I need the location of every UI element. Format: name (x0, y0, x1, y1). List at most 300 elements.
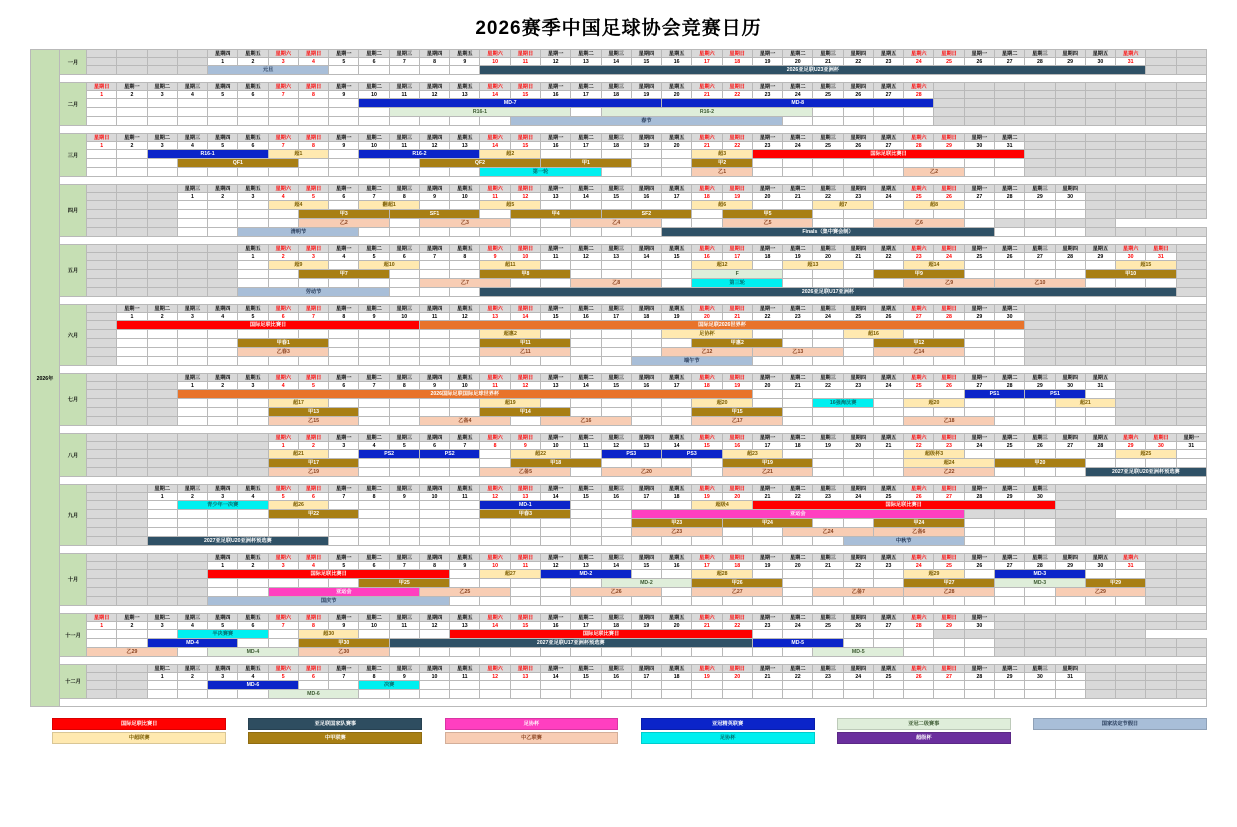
day-cell[interactable]: 12 (419, 91, 449, 99)
event-band[interactable]: 超1 (268, 150, 329, 159)
day-cell[interactable] (117, 493, 147, 501)
day-cell[interactable]: 17 (571, 91, 601, 99)
day-cell[interactable] (147, 253, 177, 261)
day-cell[interactable]: 16 (571, 313, 601, 321)
day-cell[interactable]: 10 (419, 673, 449, 681)
day-cell[interactable]: 21 (722, 313, 752, 321)
day-cell[interactable]: 11 (419, 313, 449, 321)
day-cell[interactable]: 19 (752, 562, 782, 570)
day-cell[interactable]: 18 (601, 622, 631, 630)
day-cell[interactable]: 23 (752, 622, 782, 630)
event-band[interactable]: 甲23 (631, 519, 722, 528)
event-band[interactable]: 超级杯3 (904, 450, 965, 459)
day-cell[interactable]: 3 (208, 673, 238, 681)
day-cell[interactable] (1146, 622, 1176, 630)
event-band[interactable]: MD-4 (147, 639, 238, 648)
day-cell[interactable]: 3 (147, 622, 177, 630)
day-cell[interactable]: 1 (177, 193, 207, 201)
day-cell[interactable]: 8 (419, 58, 449, 66)
day-cell[interactable]: 30 (1055, 382, 1085, 390)
day-cell[interactable]: 15 (631, 58, 661, 66)
day-cell[interactable]: 7 (268, 91, 298, 99)
legend-item[interactable] (445, 731, 619, 745)
day-cell[interactable]: 4 (208, 313, 238, 321)
day-cell[interactable]: 12 (540, 562, 570, 570)
day-cell[interactable] (147, 193, 177, 201)
day-cell[interactable] (117, 442, 147, 450)
legend-item[interactable] (52, 731, 226, 745)
day-cell[interactable]: 25 (873, 493, 903, 501)
event-band[interactable]: R16-1 (389, 108, 571, 117)
day-cell[interactable]: 22 (783, 493, 813, 501)
event-band[interactable]: 甲19 (722, 459, 813, 468)
day-cell[interactable]: 10 (510, 253, 540, 261)
day-cell[interactable]: 3 (268, 58, 298, 66)
day-cell[interactable] (1176, 673, 1206, 681)
day-cell[interactable]: 5 (298, 382, 328, 390)
event-band[interactable]: 国际足联比赛日 (752, 501, 1055, 510)
day-cell[interactable]: 4 (329, 253, 359, 261)
day-cell[interactable]: 8 (419, 562, 449, 570)
day-cell[interactable]: 19 (631, 91, 661, 99)
day-cell[interactable]: 20 (752, 382, 782, 390)
event-band[interactable]: 乙2 (904, 168, 965, 177)
day-cell[interactable]: 21 (813, 58, 843, 66)
day-cell[interactable]: 3 (268, 562, 298, 570)
day-cell[interactable] (1146, 493, 1176, 501)
day-cell[interactable]: 24 (934, 253, 964, 261)
day-cell[interactable]: 11 (480, 193, 510, 201)
event-band[interactable]: 甲春3 (480, 510, 571, 519)
day-cell[interactable]: 4 (177, 622, 207, 630)
day-cell[interactable] (87, 673, 117, 681)
day-cell[interactable]: 14 (540, 493, 570, 501)
day-cell[interactable]: 19 (752, 58, 782, 66)
day-cell[interactable] (117, 193, 147, 201)
event-band[interactable]: 乙5 (722, 219, 813, 228)
day-cell[interactable]: 31 (1085, 382, 1115, 390)
day-cell[interactable]: 16 (601, 493, 631, 501)
day-cell[interactable] (1146, 313, 1176, 321)
event-band[interactable]: 乙9 (904, 279, 995, 288)
day-cell[interactable]: 9 (450, 562, 480, 570)
day-cell[interactable] (117, 58, 147, 66)
event-band[interactable]: 超10 (359, 261, 420, 270)
day-cell[interactable]: 9 (329, 622, 359, 630)
day-cell[interactable] (147, 442, 177, 450)
day-cell[interactable]: 21 (692, 622, 722, 630)
day-cell[interactable]: 28 (1025, 58, 1055, 66)
day-cell[interactable]: 15 (662, 253, 692, 261)
event-band[interactable]: PS3 (601, 450, 662, 459)
day-cell[interactable]: 17 (692, 58, 722, 66)
day-cell[interactable] (1116, 91, 1146, 99)
day-cell[interactable]: 4 (268, 193, 298, 201)
event-band[interactable]: 乙25 (419, 588, 510, 597)
day-cell[interactable]: 30 (964, 622, 994, 630)
day-cell[interactable]: 28 (994, 382, 1024, 390)
day-cell[interactable]: 28 (904, 91, 934, 99)
day-cell[interactable]: 12 (510, 193, 540, 201)
day-cell[interactable]: 14 (540, 673, 570, 681)
day-cell[interactable]: 20 (662, 142, 692, 150)
event-band[interactable]: PS3 (662, 450, 723, 459)
day-cell[interactable]: 21 (752, 673, 782, 681)
event-band[interactable]: 甲24 (873, 519, 964, 528)
day-cell[interactable]: 15 (510, 91, 540, 99)
day-cell[interactable]: 31 (1146, 253, 1176, 261)
day-cell[interactable]: 12 (419, 622, 449, 630)
day-cell[interactable]: 11 (571, 442, 601, 450)
day-cell[interactable]: 17 (662, 193, 692, 201)
day-cell[interactable]: 22 (873, 253, 903, 261)
day-cell[interactable]: 29 (1025, 193, 1055, 201)
day-cell[interactable]: 11 (389, 142, 419, 150)
day-cell[interactable] (1116, 313, 1146, 321)
day-cell[interactable]: 25 (843, 313, 873, 321)
day-cell[interactable]: 1 (87, 622, 117, 630)
day-cell[interactable]: 15 (510, 622, 540, 630)
day-cell[interactable]: 6 (238, 91, 268, 99)
day-cell[interactable]: 1 (147, 493, 177, 501)
event-band[interactable]: 超28 (692, 570, 753, 579)
event-band[interactable]: 超2 (480, 150, 541, 159)
event-band[interactable]: 2026亚足联U23亚洲杯 (480, 66, 1146, 75)
event-band[interactable]: 超20 (692, 399, 753, 408)
day-cell[interactable] (1176, 58, 1206, 66)
event-band[interactable]: 超级4 (692, 501, 753, 510)
event-band[interactable]: 甲13 (268, 408, 359, 417)
legend-item[interactable] (837, 717, 1011, 731)
event-band[interactable]: MD-5 (813, 648, 904, 657)
event-band[interactable]: 乙8 (571, 279, 662, 288)
event-band[interactable]: 甲25 (359, 579, 450, 588)
day-cell[interactable]: 24 (904, 562, 934, 570)
event-band[interactable]: MD-1 (480, 501, 571, 510)
day-cell[interactable] (1176, 142, 1206, 150)
day-cell[interactable]: 30 (994, 313, 1024, 321)
day-cell[interactable]: 13 (510, 493, 540, 501)
day-cell[interactable]: 20 (843, 442, 873, 450)
day-cell[interactable]: 25 (813, 622, 843, 630)
day-cell[interactable]: 7 (389, 562, 419, 570)
day-cell[interactable]: 26 (994, 253, 1024, 261)
day-cell[interactable] (1176, 253, 1206, 261)
day-cell[interactable]: 20 (783, 58, 813, 66)
day-cell[interactable]: 8 (298, 622, 328, 630)
day-cell[interactable]: 21 (752, 493, 782, 501)
day-cell[interactable] (1176, 382, 1206, 390)
day-cell[interactable] (1055, 622, 1085, 630)
day-cell[interactable]: 9 (389, 493, 419, 501)
event-band[interactable]: QF1 (177, 159, 298, 168)
day-cell[interactable]: 18 (783, 442, 813, 450)
day-cell[interactable]: 15 (601, 193, 631, 201)
day-cell[interactable]: 10 (480, 562, 510, 570)
day-cell[interactable]: 6 (359, 58, 389, 66)
day-cell[interactable]: 1 (238, 253, 268, 261)
day-cell[interactable]: 18 (601, 142, 631, 150)
event-band[interactable]: 2026亚足联U17亚洲杯 (480, 288, 1176, 297)
day-cell[interactable]: 26 (843, 91, 873, 99)
day-cell[interactable]: 26 (904, 673, 934, 681)
day-cell[interactable]: 9 (329, 91, 359, 99)
day-cell[interactable]: 26 (964, 58, 994, 66)
day-cell[interactable]: 18 (662, 673, 692, 681)
event-band[interactable]: 国际足联比赛日 (752, 150, 1024, 159)
event-band[interactable]: F (692, 270, 783, 279)
event-band[interactable]: 乙备4 (419, 417, 510, 426)
event-band[interactable]: PS1 (1025, 390, 1086, 399)
event-band[interactable]: 乙15 (268, 417, 359, 426)
day-cell[interactable]: 11 (480, 382, 510, 390)
day-cell[interactable] (87, 562, 117, 570)
day-cell[interactable]: 5 (329, 58, 359, 66)
day-cell[interactable]: 8 (298, 91, 328, 99)
day-cell[interactable]: 15 (631, 562, 661, 570)
day-cell[interactable] (994, 622, 1024, 630)
day-cell[interactable]: 7 (359, 193, 389, 201)
day-cell[interactable]: 9 (419, 193, 449, 201)
day-cell[interactable]: 12 (480, 673, 510, 681)
day-cell[interactable] (1025, 313, 1055, 321)
day-cell[interactable]: 23 (813, 673, 843, 681)
event-band[interactable]: 乙备7 (813, 588, 904, 597)
event-band[interactable]: 乙7 (419, 279, 510, 288)
day-cell[interactable]: 8 (480, 442, 510, 450)
day-cell[interactable]: 1 (87, 142, 117, 150)
day-cell[interactable]: 3 (177, 313, 207, 321)
event-band[interactable]: 2027亚足联U20亚洲杯预选赛 (1085, 468, 1206, 477)
event-band[interactable]: 乙29 (1055, 588, 1146, 597)
day-cell[interactable] (117, 253, 147, 261)
day-cell[interactable]: 5 (208, 142, 238, 150)
day-cell[interactable]: 20 (783, 562, 813, 570)
event-band[interactable]: 决赛 (359, 681, 420, 690)
day-cell[interactable]: 29 (994, 673, 1024, 681)
day-cell[interactable]: 8 (329, 313, 359, 321)
day-cell[interactable]: 8 (298, 142, 328, 150)
event-band[interactable]: MD-2 (601, 579, 692, 588)
day-cell[interactable] (117, 673, 147, 681)
day-cell[interactable]: 25 (873, 673, 903, 681)
day-cell[interactable]: 10 (359, 142, 389, 150)
event-band[interactable]: MD-3 (994, 579, 1085, 588)
day-cell[interactable]: 30 (1146, 442, 1176, 450)
event-band[interactable]: 劳动节 (238, 288, 389, 297)
event-band[interactable]: 翻超1 (359, 201, 420, 210)
day-cell[interactable]: 28 (1025, 562, 1055, 570)
event-band[interactable]: PS2 (359, 450, 420, 459)
day-cell[interactable]: 28 (904, 142, 934, 150)
day-cell[interactable]: 12 (571, 253, 601, 261)
day-cell[interactable] (1055, 91, 1085, 99)
day-cell[interactable]: 19 (692, 673, 722, 681)
event-band[interactable]: 超6 (692, 201, 753, 210)
event-band[interactable]: 端午节 (631, 357, 752, 366)
day-cell[interactable]: 5 (298, 193, 328, 201)
day-cell[interactable]: 11 (540, 253, 570, 261)
day-cell[interactable]: 28 (964, 673, 994, 681)
day-cell[interactable]: 10 (480, 58, 510, 66)
day-cell[interactable]: 29 (1025, 382, 1055, 390)
day-cell[interactable]: 13 (480, 313, 510, 321)
event-band[interactable]: 超9 (268, 261, 329, 270)
day-cell[interactable] (1116, 142, 1146, 150)
day-cell[interactable]: 4 (298, 562, 328, 570)
day-cell[interactable]: 14 (571, 382, 601, 390)
event-band[interactable]: 超27 (480, 570, 541, 579)
event-band[interactable]: 甲14 (480, 408, 571, 417)
day-cell[interactable]: 24 (873, 382, 903, 390)
day-cell[interactable]: 29 (1055, 562, 1085, 570)
day-cell[interactable]: 5 (389, 442, 419, 450)
day-cell[interactable] (87, 382, 117, 390)
event-band[interactable]: 甲30 (298, 639, 389, 648)
event-band[interactable]: MD-2 (540, 570, 631, 579)
day-cell[interactable]: 9 (329, 142, 359, 150)
event-band[interactable]: MD-8 (662, 99, 934, 108)
day-cell[interactable]: 10 (389, 313, 419, 321)
day-cell[interactable]: 3 (147, 142, 177, 150)
day-cell[interactable] (934, 91, 964, 99)
day-cell[interactable]: 27 (934, 493, 964, 501)
event-band[interactable]: Finals（集中赛会制） (662, 228, 995, 237)
day-cell[interactable]: 15 (571, 493, 601, 501)
day-cell[interactable]: 13 (450, 142, 480, 150)
day-cell[interactable]: 25 (813, 142, 843, 150)
event-band[interactable]: 甲4 (510, 210, 601, 219)
event-band[interactable]: 超22 (510, 450, 571, 459)
event-band[interactable]: 乙春3 (238, 348, 329, 357)
event-band[interactable]: 乙20 (601, 468, 692, 477)
day-cell[interactable]: 11 (450, 673, 480, 681)
day-cell[interactable] (87, 493, 117, 501)
day-cell[interactable] (147, 562, 177, 570)
day-cell[interactable]: 10 (419, 493, 449, 501)
day-cell[interactable]: 6 (268, 313, 298, 321)
day-cell[interactable]: 11 (510, 58, 540, 66)
day-cell[interactable]: 7 (268, 142, 298, 150)
event-band[interactable]: 16强淘汰赛 (813, 399, 874, 408)
day-cell[interactable]: 26 (904, 493, 934, 501)
day-cell[interactable]: 6 (238, 622, 268, 630)
event-band[interactable]: 甲22 (268, 510, 359, 519)
day-cell[interactable]: 4 (238, 673, 268, 681)
day-cell[interactable]: 7 (359, 382, 389, 390)
day-cell[interactable] (1116, 382, 1146, 390)
event-band[interactable]: 超20 (904, 399, 965, 408)
event-band[interactable]: 甲17 (268, 459, 359, 468)
day-cell[interactable] (177, 58, 207, 66)
day-cell[interactable]: 11 (389, 622, 419, 630)
event-band[interactable]: 国际足联比赛日 (117, 321, 420, 330)
day-cell[interactable]: 24 (843, 673, 873, 681)
day-cell[interactable]: 12 (450, 313, 480, 321)
event-band[interactable]: PS2 (419, 450, 480, 459)
day-cell[interactable]: 27 (1055, 442, 1085, 450)
day-cell[interactable]: 9 (359, 313, 389, 321)
day-cell[interactable]: 2 (177, 673, 207, 681)
day-cell[interactable]: 20 (813, 253, 843, 261)
event-band[interactable]: 国际足联比赛日 (450, 630, 753, 639)
day-cell[interactable]: 23 (813, 493, 843, 501)
day-cell[interactable]: 18 (662, 493, 692, 501)
legend-item[interactable] (1033, 731, 1207, 745)
day-cell[interactable] (1085, 622, 1115, 630)
day-cell[interactable]: 18 (692, 193, 722, 201)
day-cell[interactable]: 20 (722, 493, 752, 501)
day-cell[interactable]: 13 (540, 193, 570, 201)
day-cell[interactable]: 1 (268, 442, 298, 450)
day-cell[interactable]: 20 (662, 91, 692, 99)
day-cell[interactable]: 2 (208, 382, 238, 390)
event-band[interactable]: 乙30 (298, 648, 389, 657)
event-band[interactable]: 乙6 (873, 219, 964, 228)
day-cell[interactable]: 19 (722, 193, 752, 201)
day-cell[interactable]: 30 (1025, 673, 1055, 681)
day-cell[interactable]: 12 (601, 442, 631, 450)
day-cell[interactable]: 2 (117, 622, 147, 630)
event-band[interactable]: 超23 (722, 450, 783, 459)
event-band[interactable]: MD-5 (752, 639, 843, 648)
day-cell[interactable]: 5 (359, 253, 389, 261)
day-cell[interactable]: 24 (964, 442, 994, 450)
day-cell[interactable] (177, 442, 207, 450)
event-band[interactable]: 乙2 (298, 219, 389, 228)
day-cell[interactable]: 7 (268, 622, 298, 630)
day-cell[interactable]: 24 (783, 622, 813, 630)
event-band[interactable]: 甲27 (904, 579, 995, 588)
day-cell[interactable] (208, 253, 238, 261)
event-band[interactable]: 超12 (692, 261, 753, 270)
day-cell[interactable] (1025, 91, 1055, 99)
day-cell[interactable]: 18 (631, 313, 661, 321)
event-band[interactable]: SF1 (389, 210, 480, 219)
day-cell[interactable]: 27 (873, 142, 903, 150)
day-cell[interactable]: 30 (1055, 193, 1085, 201)
day-cell[interactable] (1146, 193, 1176, 201)
event-band[interactable]: 乙24 (783, 528, 874, 537)
event-band[interactable]: 甲26 (692, 579, 783, 588)
day-cell[interactable]: 3 (238, 382, 268, 390)
event-band[interactable]: 乙29 (87, 648, 178, 657)
day-cell[interactable]: 22 (843, 562, 873, 570)
day-cell[interactable]: 12 (419, 142, 449, 150)
day-cell[interactable]: 29 (964, 313, 994, 321)
day-cell[interactable]: 23 (934, 442, 964, 450)
event-band[interactable]: QF2 (419, 159, 540, 168)
day-cell[interactable]: 22 (843, 58, 873, 66)
event-band[interactable]: 甲11 (480, 339, 571, 348)
day-cell[interactable]: 5 (208, 91, 238, 99)
event-band[interactable]: 乙22 (904, 468, 995, 477)
event-band[interactable]: 甲10 (1085, 270, 1176, 279)
event-band[interactable]: 超惠2 (480, 330, 541, 339)
day-cell[interactable]: 25 (934, 562, 964, 570)
day-cell[interactable]: 2 (147, 313, 177, 321)
legend-item[interactable] (837, 731, 1011, 745)
event-band[interactable]: 甲24 (722, 519, 813, 528)
event-band[interactable]: 甲春1 (238, 339, 329, 348)
day-cell[interactable]: 16 (631, 193, 661, 201)
day-cell[interactable]: 31 (994, 142, 1024, 150)
day-cell[interactable]: 16 (601, 673, 631, 681)
event-band[interactable]: 超25 (1116, 450, 1177, 459)
day-cell[interactable]: 3 (208, 493, 238, 501)
event-band[interactable]: 乙13 (752, 348, 843, 357)
event-band[interactable]: 乙1 (692, 168, 753, 177)
